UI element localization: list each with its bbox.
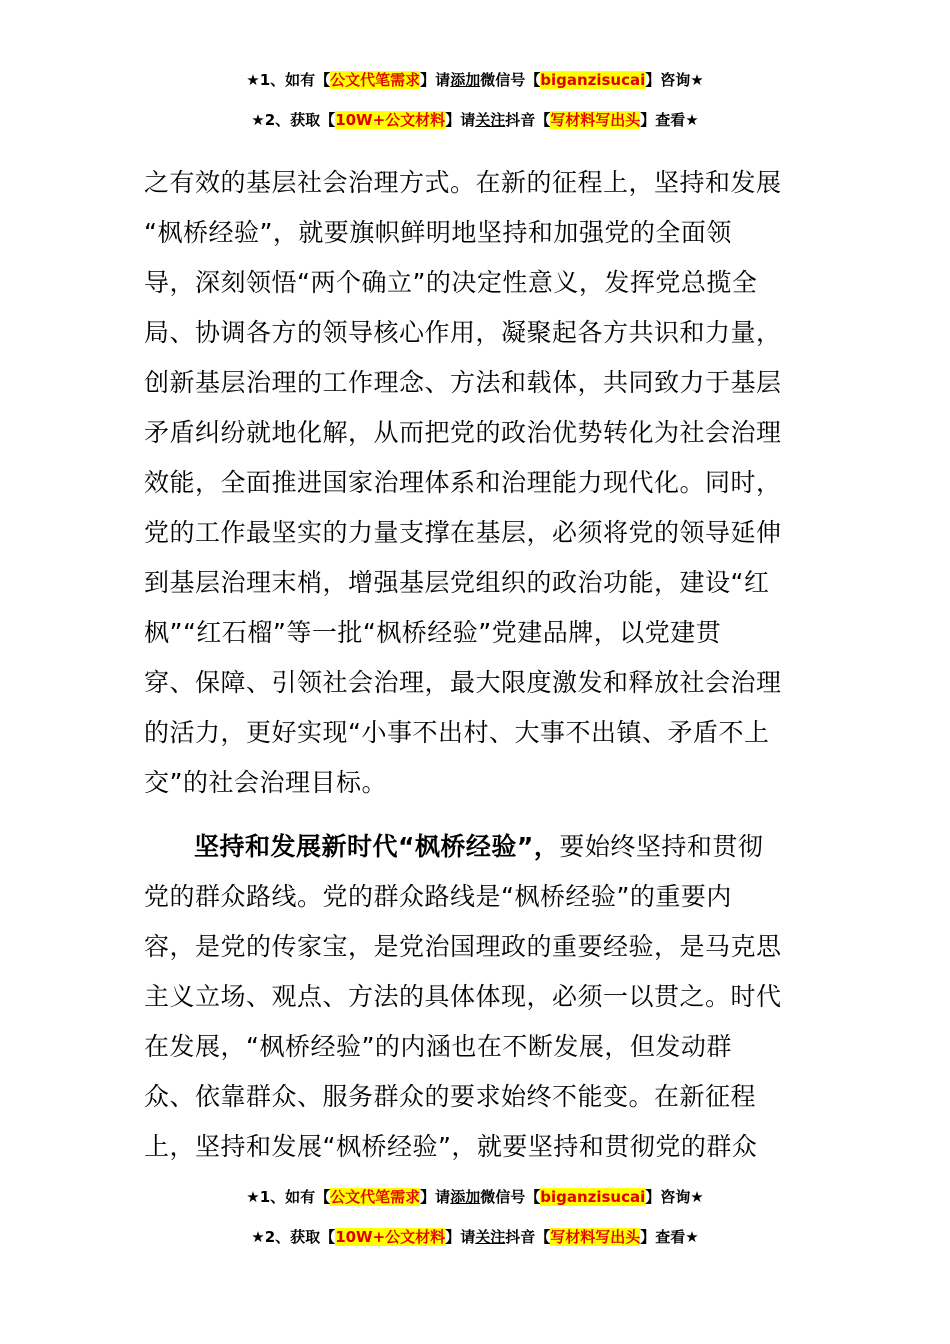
banner-highlight-service: 公文代笔需求 bbox=[330, 71, 421, 89]
banner-underlined-text: 添加 bbox=[450, 1188, 481, 1206]
paragraph-2-first-line bbox=[144, 822, 808, 872]
text-line: 党的工作最坚实的力量支撑在基层，必须将党的领导延伸 bbox=[144, 518, 782, 547]
document-body bbox=[144, 158, 808, 808]
banner-highlight-douyin: 写材料写出头 bbox=[550, 1228, 641, 1246]
banner-text: ★1、如有【 bbox=[246, 1188, 331, 1206]
banner-text: ★1、如有【 bbox=[246, 71, 331, 89]
text-line: 交”的社会治理目标。 bbox=[144, 768, 387, 797]
paragraph-2 bbox=[144, 822, 808, 1172]
header-banner-line-2 bbox=[0, 110, 950, 130]
banner-text: 抖音【 bbox=[505, 1228, 551, 1246]
text-line: 创新基层治理的工作理念、方法和载体，共同致力于基层 bbox=[144, 368, 782, 397]
text-line: 枫”“红石榴”等一批“枫桥经验”党建品牌，以党建贯 bbox=[144, 618, 722, 647]
banner-text: 】请 bbox=[420, 71, 451, 89]
banner-highlight-materials: 10W+公文材料 bbox=[335, 1228, 446, 1246]
banner-text: 】查看★ bbox=[640, 111, 699, 129]
banner-highlight-service: 公文代笔需求 bbox=[330, 1188, 421, 1206]
footer-banner-line-2 bbox=[0, 1227, 950, 1247]
text-line: 在发展，“枫桥经验”的内涵也在不断发展，但发动群 bbox=[144, 1032, 732, 1061]
banner-underlined-text: 添加 bbox=[450, 71, 481, 89]
banner-highlight-wechat-id: biganzisucai bbox=[540, 71, 646, 89]
header-banner-line-1 bbox=[0, 70, 950, 90]
text-line: 上，坚持和发展“枫桥经验”，就要坚持和贯彻党的群众 bbox=[144, 1132, 758, 1161]
banner-text: 】查看★ bbox=[640, 1228, 699, 1246]
text-line: 主义立场、观点、方法的具体体现，必须一以贯之。时代 bbox=[144, 982, 782, 1011]
text-line: 党的群众路线。党的群众路线是“枫桥经验”的重要内 bbox=[144, 882, 732, 911]
text-line: 到基层治理末梢，增强基层党组织的政治功能，建设“红 bbox=[144, 568, 770, 597]
text-line: 效能，全面推进国家治理体系和治理能力现代化。同时， bbox=[144, 468, 782, 497]
paragraph-1 bbox=[144, 158, 808, 808]
text-line: 局、协调各方的领导核心作用，凝聚起各方共识和力量， bbox=[144, 318, 782, 347]
text-line: 矛盾纠纷就地化解，从而把党的政治优势转化为社会治理 bbox=[144, 418, 782, 447]
text-line: “枫桥经验”，就要旗帜鲜明地坚持和加强党的全面领 bbox=[144, 218, 732, 247]
banner-text: 抖音【 bbox=[505, 111, 551, 129]
text-line: 穿、保障、引领社会治理，最大限度激发和释放社会治理 bbox=[144, 668, 782, 697]
banner-text: 】请 bbox=[445, 111, 476, 129]
text-line: 的活力，更好实现“小事不出村、大事不出镇、矛盾不上 bbox=[144, 718, 770, 747]
banner-text: 】咨询★ bbox=[645, 1188, 704, 1206]
paragraph-lead-sentence: 坚持和发展新时代“枫桥经验”， bbox=[194, 832, 560, 861]
text-line: 导，深刻领悟“两个确立”的决定性意义，发挥党总揽全 bbox=[144, 268, 758, 297]
banner-highlight-douyin: 写材料写出头 bbox=[550, 111, 641, 129]
document-body-continued bbox=[144, 822, 808, 1172]
text-fragment: 要始终坚持和贯彻 bbox=[559, 832, 764, 861]
text-line: 容，是党的传家宝，是党治国理政的重要经验，是马克思 bbox=[144, 932, 782, 961]
banner-underlined-text: 关注 bbox=[475, 111, 506, 129]
banner-text: 】请 bbox=[445, 1228, 476, 1246]
banner-underlined-text: 关注 bbox=[475, 1228, 506, 1246]
footer-banner-line-1 bbox=[0, 1187, 950, 1207]
banner-highlight-materials: 10W+公文材料 bbox=[335, 111, 446, 129]
banner-text: 微信号【 bbox=[480, 71, 541, 89]
text-line: 众、依靠群众、服务群众的要求始终不能变。在新征程 bbox=[144, 1082, 757, 1111]
banner-text: 】咨询★ bbox=[645, 71, 704, 89]
banner-text: 】请 bbox=[420, 1188, 451, 1206]
banner-highlight-wechat-id: biganzisucai bbox=[540, 1188, 646, 1206]
text-line: 之有效的基层社会治理方式。在新的征程上，坚持和发展 bbox=[144, 168, 782, 197]
banner-text: 微信号【 bbox=[480, 1188, 541, 1206]
banner-text: ★2、获取【 bbox=[251, 111, 336, 129]
banner-text: ★2、获取【 bbox=[251, 1228, 336, 1246]
